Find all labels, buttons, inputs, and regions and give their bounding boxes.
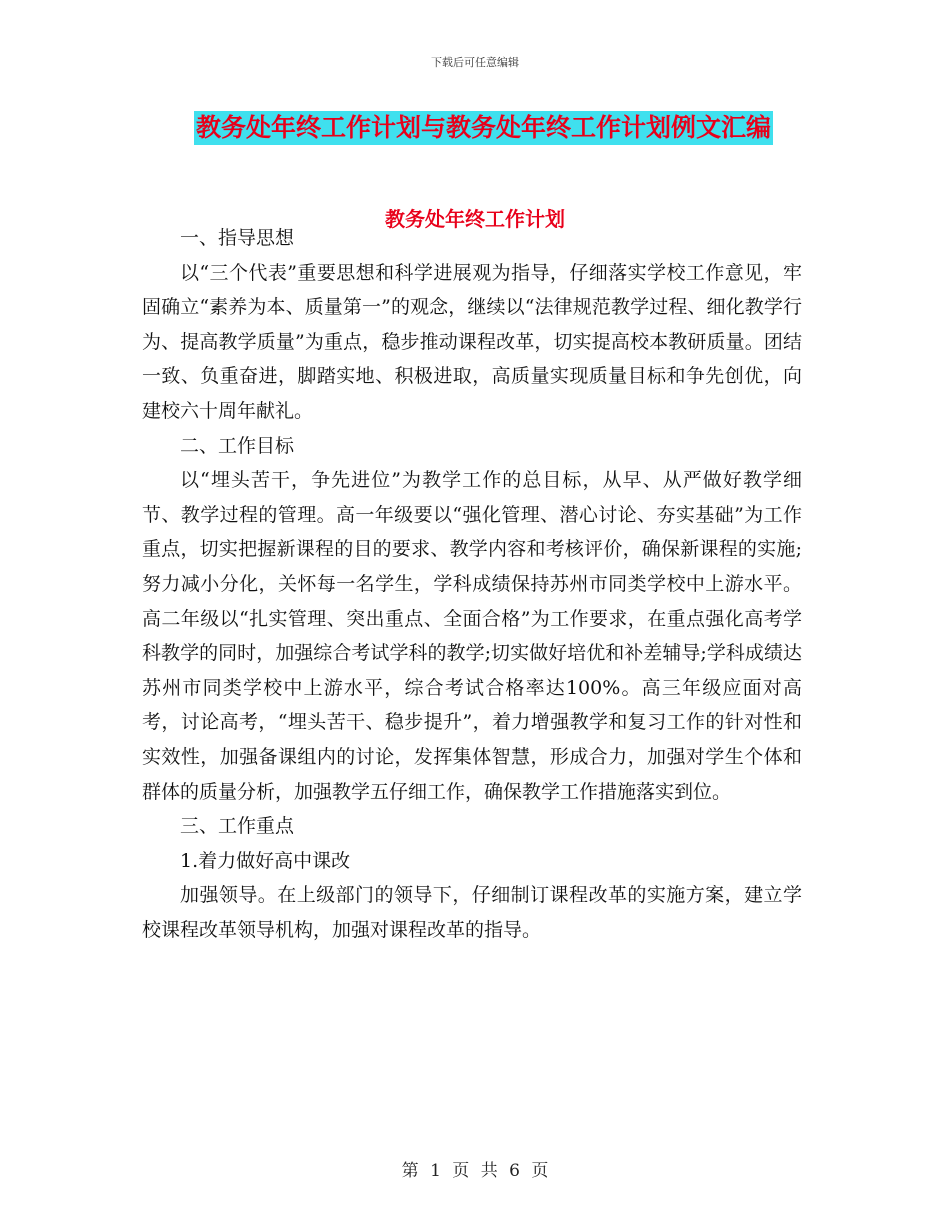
page-footer: 第 1 页 共 6 页: [401, 1161, 549, 1181]
paragraph-strengthen-leadership: 加强领导。在上级部门的领导下，仔细制订课程改革的实施方案，建立学校课程改革领导机构，加强对课程改革的指导。: [142, 884, 802, 941]
section-title: 教务处年终工作计划: [385, 207, 565, 231]
paragraph-work-goals: 以“埋头苦干，争先进位”为教学工作的总目标，从早、从严做好教学细节、教学过程的管理。高一年级要以“强化管理、潜心讨论、夯实基础”为工作重点，切实把握新课程的目的要求、教学内容和考核评价，确保新课程的实施;努力减小分化，关怀每一名学生，学科成绩保持苏州市同类学校中上游水平。高二年级以“扎实管理、突出重点、全面合格”为工作要求，在重点强化高考学科教学的同时，加强综合考试学科的教学;切实做好培优和补差辅导;学科成绩达苏州市同类学校中上游水平，综合考试合格率达100%。高三年级应面对高考，讨论高考，“埋头苦干、稳步提升”，着力增强教学和复习工作的针对性和实效性，加强备课组内的讨论，发挥集体智慧，形成合力，加强对学生个体和群体的质量分析，加强教学五仔细工作，确保教学工作措施落实到位。: [142, 469, 802, 803]
paragraph-guiding-ideology: 以“三个代表”重要思想和科学进展观为指导，仔细落实学校工作意见，牢固确立“素养为本、质量第一”的观念，继续以“法律规范教学过程、细化教学行为、提高教学质量”为重点，稳步推动课程改革，切实提高校本教研质量。团结一致、负重奋进，脚踏实地、积极进取，高质量实现质量目标和争先创优，向建校六十周年献礼。: [142, 261, 802, 422]
document-body: [142, 221, 802, 947]
subheading-curriculum-reform: 1.着力做好高中课改: [180, 849, 351, 872]
heading-work-focus: 三、工作重点: [180, 815, 295, 838]
heading-work-goals: 二、工作目标: [180, 434, 295, 457]
heading-guiding-ideology: 一、指导思想: [180, 227, 295, 249]
document-title: 教务处年终工作计划与教务处年终工作计划例文汇编: [194, 111, 773, 145]
header-note: 下载后可任意编辑: [431, 56, 519, 69]
